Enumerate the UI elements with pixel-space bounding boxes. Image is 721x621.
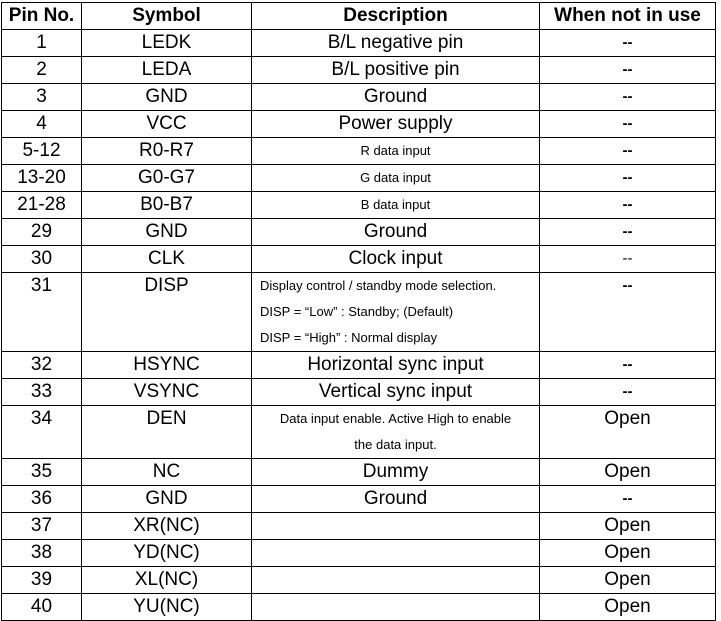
unused-cell: -- <box>540 192 716 219</box>
table-row <box>2 540 716 567</box>
symbol-cell: DEN <box>82 406 252 459</box>
unused-cell: -- <box>540 219 716 246</box>
symbol-cell: R0-R7 <box>82 138 252 165</box>
symbol-cell: DISP <box>82 273 252 352</box>
unused-cell: -- <box>540 84 716 111</box>
description-cell: Clock input <box>252 246 540 273</box>
description-cell <box>252 567 540 594</box>
unused-cell: -- <box>540 111 716 138</box>
table-row <box>2 273 716 352</box>
pin-cell: 5-12 <box>2 138 82 165</box>
symbol-cell: XL(NC) <box>82 567 252 594</box>
pin-cell: 4 <box>2 111 82 138</box>
header-description: Description <box>252 3 540 30</box>
table-row <box>2 219 716 246</box>
table-row <box>2 513 716 540</box>
description-cell <box>252 273 540 352</box>
header-symbol: Symbol <box>82 3 252 30</box>
pin-cell: 37 <box>2 513 82 540</box>
description-line: Data input enable. Active High to enable <box>279 411 512 426</box>
pin-cell: 13-20 <box>2 165 82 192</box>
unused-cell: -- <box>540 352 716 379</box>
symbol-cell: B0-B7 <box>82 192 252 219</box>
pin-table <box>1 2 716 621</box>
pin-cell: 40 <box>2 594 82 621</box>
header-pin-no: Pin No. <box>2 3 82 30</box>
description-cell <box>252 540 540 567</box>
unused-cell: -- <box>540 30 716 57</box>
unused-cell: -- <box>540 165 716 192</box>
description-line: the data input. <box>354 437 437 452</box>
pin-cell: 30 <box>2 246 82 273</box>
description-line: DISP = “High” : Normal display <box>260 330 438 345</box>
description-cell: R data input <box>252 138 540 165</box>
symbol-cell: GND <box>82 219 252 246</box>
table-row <box>2 594 716 621</box>
symbol-cell: YU(NC) <box>82 594 252 621</box>
description-cell: B data input <box>252 192 540 219</box>
pin-cell: 1 <box>2 30 82 57</box>
symbol-cell: XR(NC) <box>82 513 252 540</box>
symbol-cell: CLK <box>82 246 252 273</box>
unused-cell: Open <box>540 459 716 486</box>
unused-cell: -- <box>540 246 716 273</box>
unused-cell: Open <box>540 406 716 459</box>
symbol-cell: LEDK <box>82 30 252 57</box>
table-row <box>2 459 716 486</box>
description-cell: Ground <box>252 486 540 513</box>
description-cell <box>252 406 540 459</box>
unused-cell: -- <box>540 138 716 165</box>
pin-cell: 32 <box>2 352 82 379</box>
table-row <box>2 192 716 219</box>
unused-cell: Open <box>540 513 716 540</box>
table-row <box>2 379 716 406</box>
description-cell <box>252 513 540 540</box>
symbol-cell: YD(NC) <box>82 540 252 567</box>
pin-cell: 38 <box>2 540 82 567</box>
pin-cell: 36 <box>2 486 82 513</box>
table-row <box>2 111 716 138</box>
description-cell: Power supply <box>252 111 540 138</box>
table-row <box>2 567 716 594</box>
table-row <box>2 165 716 192</box>
description-cell: G data input <box>252 165 540 192</box>
description-cell: B/L positive pin <box>252 57 540 84</box>
table-row <box>2 30 716 57</box>
table-row <box>2 486 716 513</box>
table-row <box>2 406 716 459</box>
unused-cell: -- <box>540 57 716 84</box>
pin-cell: 29 <box>2 219 82 246</box>
header-when-not-in-use: When not in use <box>540 3 716 30</box>
unused-cell: Open <box>540 540 716 567</box>
description-line: Display control / standby mode selection. <box>260 278 497 293</box>
header-row <box>2 3 716 30</box>
unused-cell: -- <box>540 486 716 513</box>
symbol-cell: VSYNC <box>82 379 252 406</box>
pin-cell: 21-28 <box>2 192 82 219</box>
symbol-cell: LEDA <box>82 57 252 84</box>
pin-cell: 35 <box>2 459 82 486</box>
pin-cell: 2 <box>2 57 82 84</box>
pin-cell: 39 <box>2 567 82 594</box>
pin-cell: 31 <box>2 273 82 352</box>
symbol-cell: G0-G7 <box>82 165 252 192</box>
description-cell: B/L negative pin <box>252 30 540 57</box>
unused-cell: Open <box>540 567 716 594</box>
description-cell <box>252 594 540 621</box>
description-cell: Ground <box>252 219 540 246</box>
description-cell: Horizontal sync input <box>252 352 540 379</box>
description-cell: Dummy <box>252 459 540 486</box>
pin-cell: 34 <box>2 406 82 459</box>
unused-cell: Open <box>540 594 716 621</box>
unused-cell: -- <box>540 379 716 406</box>
symbol-cell: VCC <box>82 111 252 138</box>
table-row <box>2 84 716 111</box>
description-cell: Ground <box>252 84 540 111</box>
symbol-cell: GND <box>82 486 252 513</box>
pin-cell: 3 <box>2 84 82 111</box>
table-row <box>2 57 716 84</box>
symbol-cell: NC <box>82 459 252 486</box>
description-line: DISP = “Low” : Standby; (Default) <box>260 304 454 319</box>
table-row <box>2 246 716 273</box>
table-row <box>2 352 716 379</box>
table-row <box>2 138 716 165</box>
description-cell: Vertical sync input <box>252 379 540 406</box>
pin-cell: 33 <box>2 379 82 406</box>
unused-cell: -- <box>540 273 716 352</box>
symbol-cell: GND <box>82 84 252 111</box>
symbol-cell: HSYNC <box>82 352 252 379</box>
